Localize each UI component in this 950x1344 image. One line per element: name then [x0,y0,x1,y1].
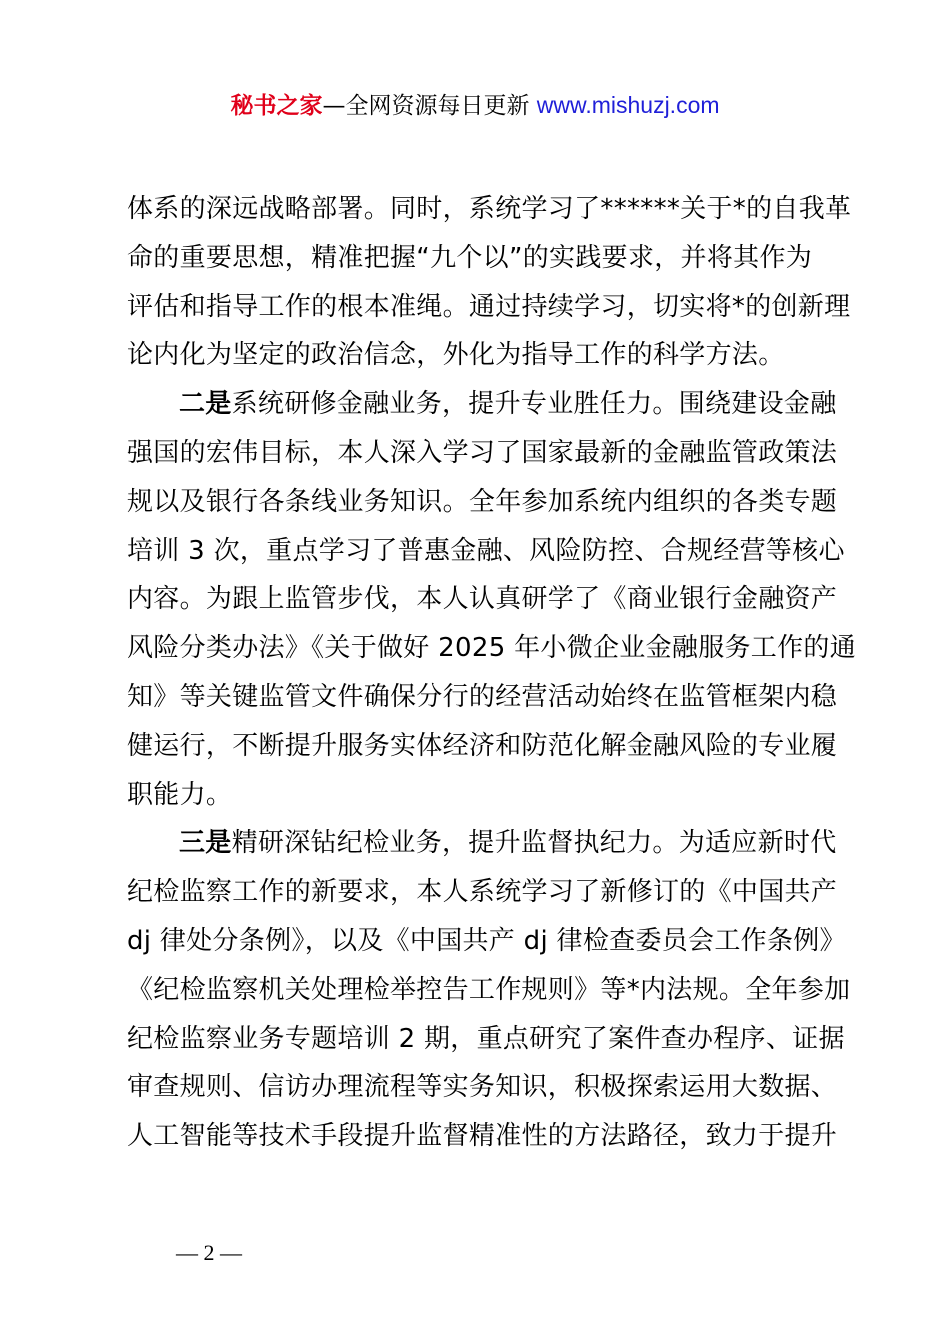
text-line-rest: 精研深钻纪检业务，提升监督执纪力。为适应新时代 [231,828,837,859]
text-line: 纪检监察工作的新要求，本人系统学习了新修订的《中国共产 [127,877,838,908]
text-line: 风险分类办法》《关于做好 2025 年小微企业金融服务工作的通 [127,633,856,664]
text-line: 职能力。 [127,779,233,810]
text-line: 培训 3 次，重点学习了普惠金融、风险防控、合规经营等核心 [127,535,845,566]
text-line: 《纪检监察机关处理检举控告工作规则》等*内法规。全年参加 [127,974,851,1005]
text-line [127,819,837,868]
text-line: 知》等关键监管文件确保分行的经营活动始终在监管框架内稳 [127,681,838,712]
site-url-link[interactable]: www.mishuzj.com [536,92,720,118]
text-line-rest: 系统研修金融业务，提升专业胜任力。围绕建设金融 [231,389,837,420]
page-number: — 2 — [176,1240,242,1265]
slogan-text: —全网资源每日更新 [322,93,537,119]
text-line: 体系的深远战略部署。同时，系统学习了******关于*的自我革 [127,194,852,224]
text-line: 人工智能等技术手段提升监督精准性的方法路径，致力于提升 [127,1121,838,1152]
text-line: 规以及银行各条线业务知识。全年参加系统内组织的各类专题 [127,486,838,517]
document-body [127,185,856,1161]
paragraph-2 [127,380,856,819]
brand-name: 秘书之家 [230,93,323,119]
paragraph-3 [127,819,851,1161]
paragraph-lead: 二是 [179,389,232,420]
text-line: dj 律处分条例》，以及《中国共产 dj 律检查委员会工作条例》 [127,925,846,956]
text-line: 健运行，不断提升服务实体经济和防范化解金融风险的专业履 [127,730,838,761]
text-line: 强国的宏伟目标，本人深入学习了国家最新的金融监管政策法 [127,437,838,468]
text-line: 论内化为坚定的政治信念，外化为指导工作的科学方法。 [127,340,785,371]
paragraph-lead: 三是 [179,828,232,859]
text-line: 评估和指导工作的根本准绳。通过持续学习，切实将*的创新理 [127,291,851,322]
paragraph-1 [127,185,852,380]
text-line: 审查规则、信访办理流程等实务知识，积极探索运用大数据、 [127,1072,838,1103]
text-line: 纪检监察业务专题培训 2 期，重点研究了案件查办程序、证据 [127,1023,845,1054]
text-line: 命的重要思想，精准把握“九个以”的实践要求，并将其作为 [127,242,813,273]
text-line: 内容。为跟上监管步伐，本人认真研学了《商业银行金融资产 [127,584,838,615]
text-line [127,380,837,429]
site-header [0,88,950,123]
